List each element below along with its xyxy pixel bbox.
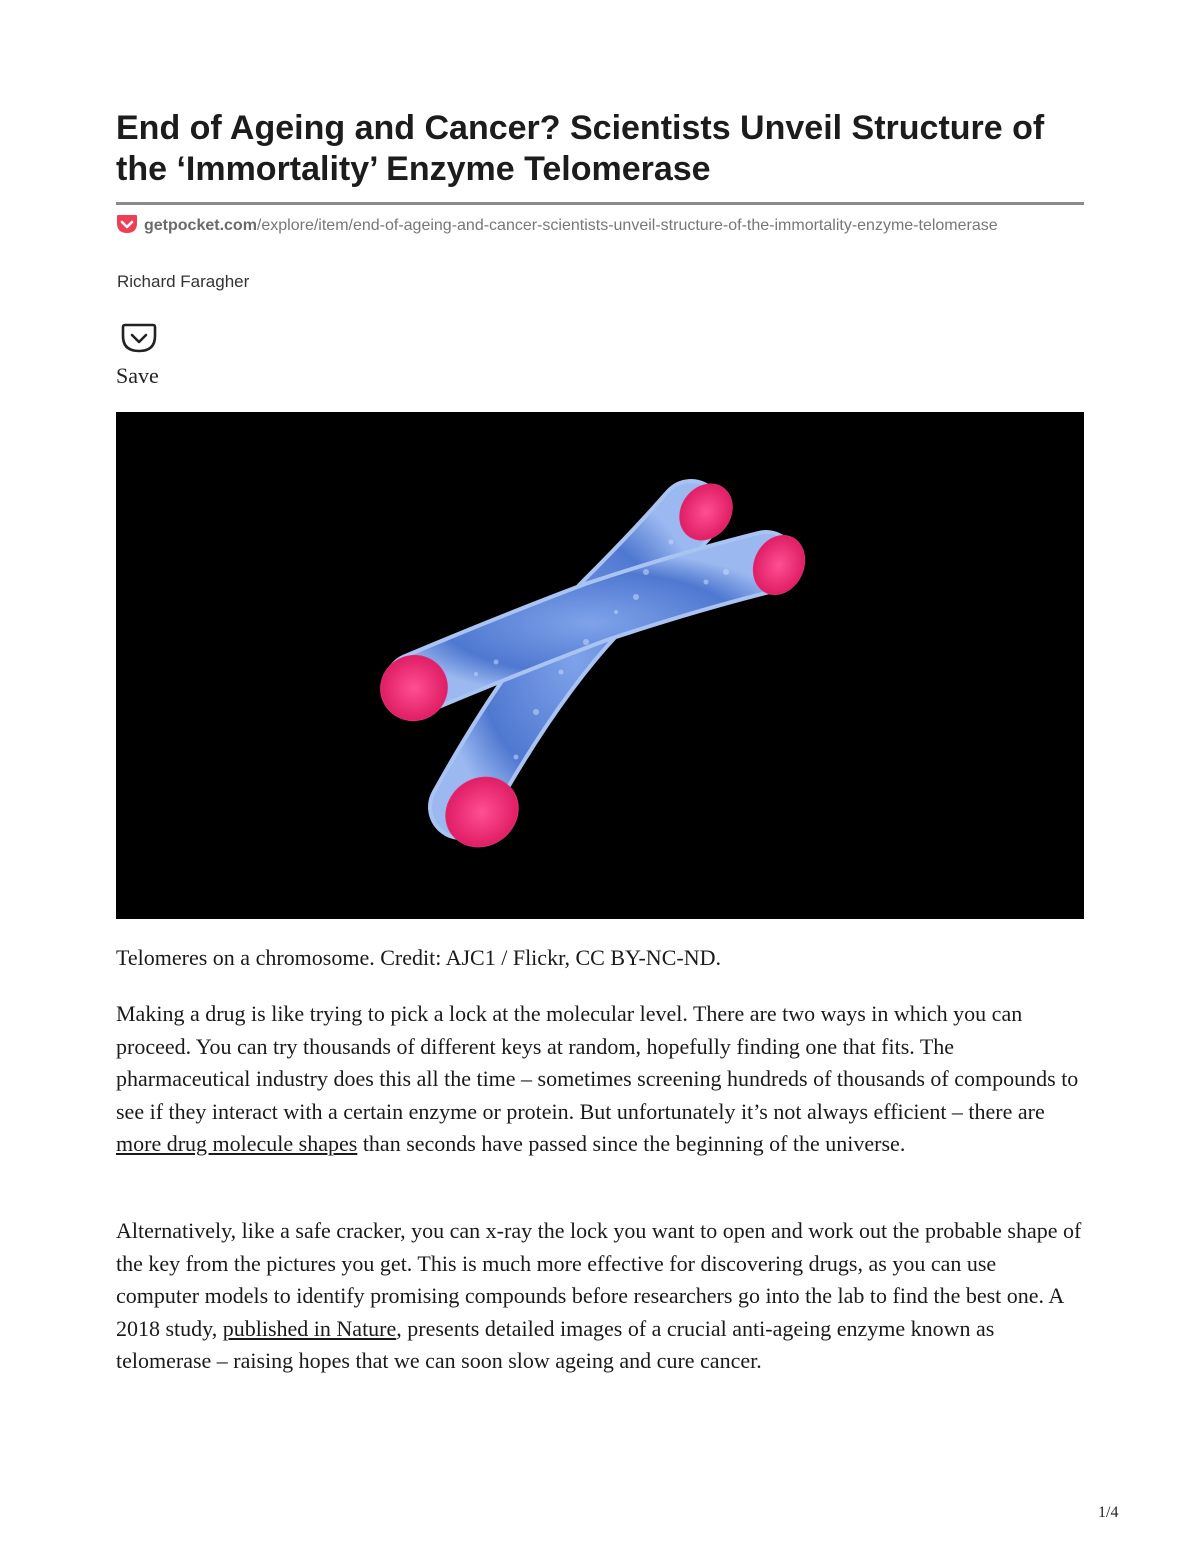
chromosome-image	[116, 412, 1084, 919]
save-button[interactable]	[116, 322, 176, 389]
paragraph-1-text: Making a drug is like trying to pick a lock at the molecular level. There are two ways in which you can proceed. You can try thousands of different keys at random, hopefully finding one that fits. The pharmaceutical industry does this all the time – sometimes screening hundreds of thousands of compounds to see if they interact with a certain enzyme or protein. But unfortunately it’s not always efficient – there are	[116, 1001, 1079, 1124]
title-divider	[116, 202, 1084, 205]
page-number: 1/4	[1098, 1504, 1119, 1521]
image-caption: Telomeres on a chromosome. Credit: AJC1 / Flickr, CC BY-NC-ND.	[116, 945, 721, 970]
paragraph-2-text-end: , presents detailed images of a crucial anti-ageing enzyme known as telomerase – raising hopes that we can soon slow ageing and cure cancer.	[116, 1315, 995, 1373]
article-title: End of Ageing and Cancer? Scientists Unveil Structure of the ‘Immortality’ Enzyme Telomerase	[116, 109, 1045, 188]
pocket-save-icon	[121, 322, 176, 359]
paragraph-1	[116, 998, 1084, 1161]
published-in-nature-link[interactable]: published in Nature	[222, 1315, 397, 1341]
paragraph-2-text: Alternatively, like a safe cracker, you can x-ray the lock you want to open and work out the probable shape of the key from the pictures you get. This is much more effective for discovering drugs, as you can use computer models to identify promising compounds before researchers go into the lab to find the best one. A 2018 study,	[116, 1218, 1082, 1341]
pocket-icon	[116, 214, 138, 241]
paragraph-1-text-end: than seconds have passed since the beginning of the universe.	[357, 1131, 906, 1156]
drug-molecule-shapes-link[interactable]: more drug molecule shapes	[116, 1131, 358, 1156]
save-label: Save	[116, 363, 159, 388]
source-domain[interactable]: getpocket.com	[144, 217, 257, 234]
source-url[interactable]	[116, 214, 1046, 241]
paragraph-2	[116, 1215, 1084, 1378]
source-path[interactable]: /explore/item/end-of-ageing-and-cancer-scientists-unveil-structure-of-the-immortality-enzyme-telomerase	[256, 217, 998, 234]
author-name: Richard Faragher	[117, 272, 250, 291]
